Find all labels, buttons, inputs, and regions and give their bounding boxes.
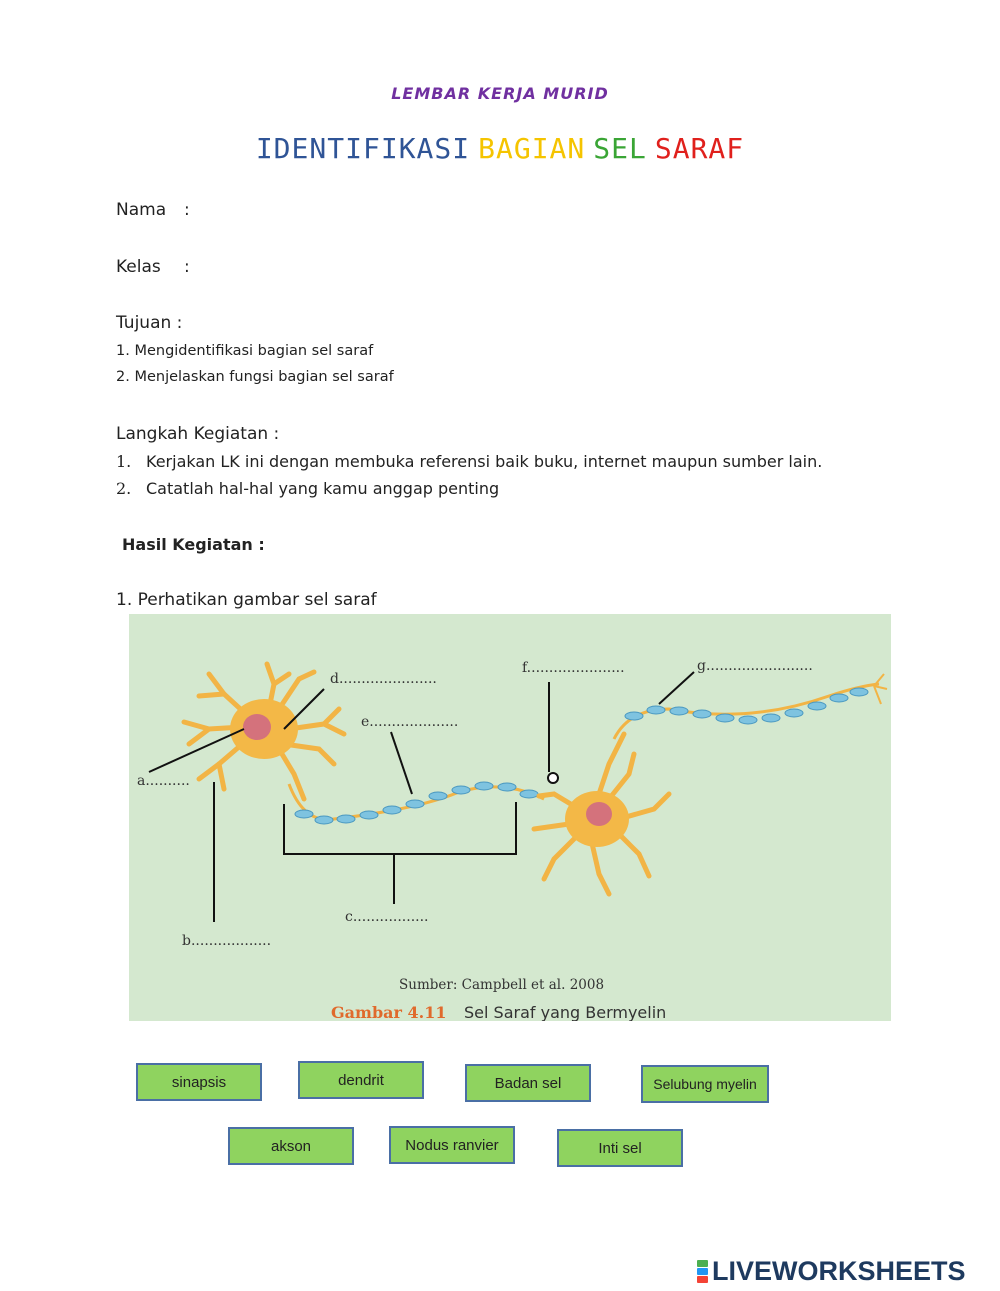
langkah-item <box>116 479 499 498</box>
langkah-item-text: Catatlah hal-hal yang kamu anggap penting <box>146 479 500 498</box>
answer-chip-dendrit[interactable]: dendrit <box>298 1061 424 1099</box>
answer-chip-badan-sel[interactable]: Badan sel <box>465 1064 591 1102</box>
langkah-label: Langkah Kegiatan : <box>116 424 280 444</box>
logo-mark-icon <box>697 1260 708 1283</box>
logo-text: LIVEWORKSHEETS <box>712 1255 966 1286</box>
langkah-item <box>116 452 822 471</box>
axon-terminal <box>874 674 887 704</box>
neuron-diagram <box>129 614 891 1021</box>
worksheet-title <box>0 132 1000 165</box>
figure-caption-text: Sel Saraf yang Bermyelin <box>464 1003 667 1021</box>
tujuan-label: Tujuan : <box>116 313 183 333</box>
neuron-2-myelin <box>625 688 868 724</box>
neuron-2-nucleus <box>586 802 612 826</box>
tujuan-item: 1. Mengidentifikasi bagian sel saraf <box>116 343 374 359</box>
answer-chip-inti-sel[interactable]: Inti sel <box>557 1129 683 1167</box>
langkah-item-number: 1. <box>116 452 132 471</box>
title-word-bagian: BAGIAN <box>478 132 586 165</box>
figure-caption-prefix: Gambar 4.11 <box>331 1003 447 1021</box>
label-b: b.................. <box>182 933 272 949</box>
label-c: c................. <box>345 909 429 925</box>
title-word-identifikasi: IDENTIFIKASI <box>255 132 471 165</box>
nama-colon: : <box>184 200 190 220</box>
tujuan-item: 2. Menjelaskan fungsi bagian sel saraf <box>116 369 394 385</box>
label-e: e.................... <box>361 714 459 730</box>
langkah-item-text: Kerjakan LK ini dengan membuka referensi baik buku, internet maupun sumber lain. <box>146 452 823 471</box>
neuron-figure <box>129 614 891 1021</box>
answer-chip-sinapsis[interactable]: sinapsis <box>136 1063 262 1101</box>
label-f: f...................... <box>522 660 625 676</box>
neuron-1-myelin <box>295 782 538 824</box>
langkah-item-number: 2. <box>116 479 132 498</box>
answer-chip-selubung-myelin[interactable]: Selubung myelin <box>641 1065 769 1103</box>
kelas-label: Kelas <box>116 257 161 277</box>
worksheet-subtitle: LEMBAR KERJA MURID <box>391 84 609 103</box>
neuron-1-nucleus <box>243 714 271 740</box>
hasil-label: Hasil Kegiatan : <box>122 535 265 554</box>
title-word-saraf: SARAF <box>654 132 745 165</box>
label-a: a.......... <box>137 773 190 789</box>
nama-label: Nama <box>116 200 167 220</box>
label-d: d...................... <box>330 671 437 687</box>
synapse-marker <box>548 773 558 783</box>
answer-chip-nodus-ranvier[interactable]: Nodus ranvier <box>389 1126 515 1164</box>
figure-source: Sumber: Campbell et al. 2008 <box>399 977 605 993</box>
title-word-sel: SEL <box>593 132 647 165</box>
kelas-colon: : <box>184 257 190 277</box>
liveworksheets-logo[interactable] <box>697 1254 966 1288</box>
answer-chip-akson[interactable]: akson <box>228 1127 354 1165</box>
question-1: 1. Perhatikan gambar sel saraf <box>116 590 377 610</box>
label-g: g........................ <box>697 658 813 674</box>
